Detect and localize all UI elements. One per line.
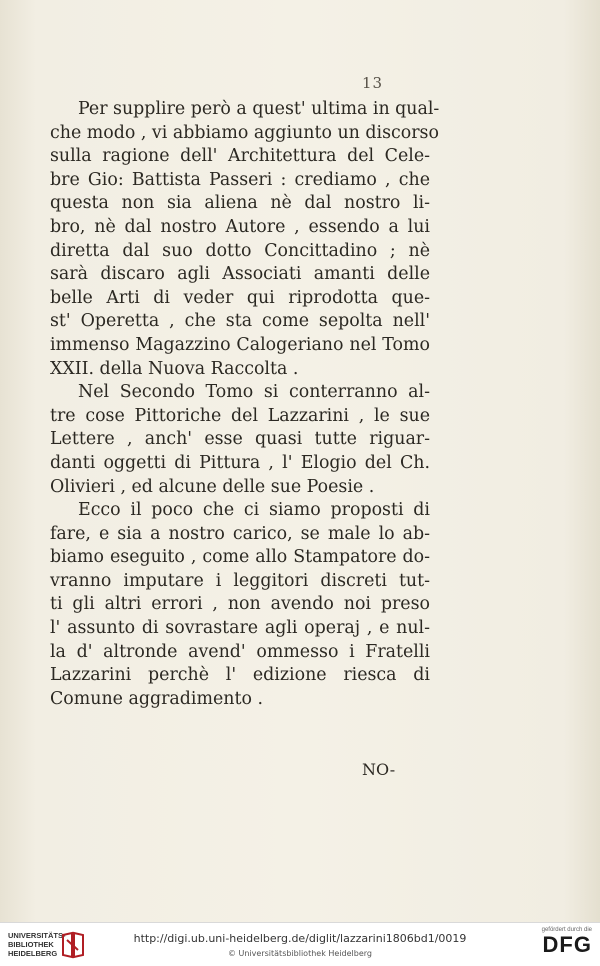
text-line: st' Operetta , che sta come sepolta nell' bbox=[50, 311, 430, 332]
text-line: diretta dal suo dotto Concittadino ; nè bbox=[50, 240, 430, 261]
text-line: danti oggetti di Pittura , l' Elogio del Ch. bbox=[50, 452, 430, 473]
text-line: sarà discaro agli Associati amanti delle bbox=[50, 264, 430, 285]
text-line: Ecco il poco che ci siamo proposti di bbox=[78, 500, 430, 521]
page-number: 13 bbox=[362, 74, 384, 92]
text-line: fare, e sia a nostro carico, se male lo ab- bbox=[50, 523, 430, 544]
funder-name: DFG bbox=[542, 932, 592, 957]
text-line: immenso Magazzino Calogeriano nel Tomo bbox=[50, 334, 430, 355]
text-line: Olivieri , ed alcune delle sue Poesie . bbox=[50, 476, 375, 497]
logo-text: UNIVERSITÄTS- BIBLIOTHEK HEIDELBERG bbox=[8, 931, 66, 958]
body-text bbox=[50, 98, 440, 711]
text-line: biamo eseguito , come allo Stampatore do- bbox=[50, 547, 430, 568]
document-url-link[interactable]: http://digi.ub.uni-heidelberg.de/diglit/lazzarini1806bd1/0019 bbox=[133, 932, 467, 945]
library-emblem-icon bbox=[60, 931, 86, 959]
text-line: Comune aggradimento . bbox=[50, 688, 263, 709]
university-library-logo[interactable] bbox=[8, 929, 128, 961]
text-line: Lazzarini perchè l' edizione riesca di bbox=[50, 665, 430, 686]
catchword: NO- bbox=[362, 760, 396, 779]
text-line: l' assunto di sovrastare agli operaj , e nul- bbox=[50, 618, 430, 639]
text-line: questa non sia aliena nè dal nostro li- bbox=[50, 193, 430, 214]
text-line: ti gli altri errori , non avendo noi preso bbox=[50, 594, 430, 615]
text-line: tre cose Pittoriche del Lazzarini , le sue bbox=[50, 405, 430, 426]
text-line: la d' altronde avend' ommesso i Fratelli bbox=[50, 641, 430, 662]
funder-caption: gefördert durch die bbox=[541, 927, 592, 933]
text-line: bro, nè dal nostro Autore , essendo a lui bbox=[50, 216, 430, 237]
text-line: XXII. della Nuova Raccolta . bbox=[50, 358, 299, 379]
text-line: bre Gio: Battista Passeri : crediamo , che bbox=[50, 169, 430, 190]
text-line: che modo , vi abbiamo aggiunto un discorso bbox=[50, 122, 439, 143]
text-line: Lettere , anch' esse quasi tutte riguar- bbox=[50, 429, 430, 450]
text-line: Per supplire però a quest' ultima in qual- bbox=[78, 99, 440, 119]
text-line: vranno imputare i leggitori discreti tut- bbox=[50, 570, 430, 591]
viewer-footer bbox=[0, 922, 600, 966]
text-line: belle Arti di veder qui riprodotta que- bbox=[50, 287, 430, 308]
copyright-notice: © Universitätsbibliothek Heidelberg bbox=[227, 949, 372, 958]
dfg-logo[interactable] bbox=[522, 927, 592, 957]
text-line: Nel Secondo Tomo si conterranno al- bbox=[78, 382, 430, 403]
text-line: sulla ragione dell' Architettura del Cele- bbox=[50, 146, 430, 167]
